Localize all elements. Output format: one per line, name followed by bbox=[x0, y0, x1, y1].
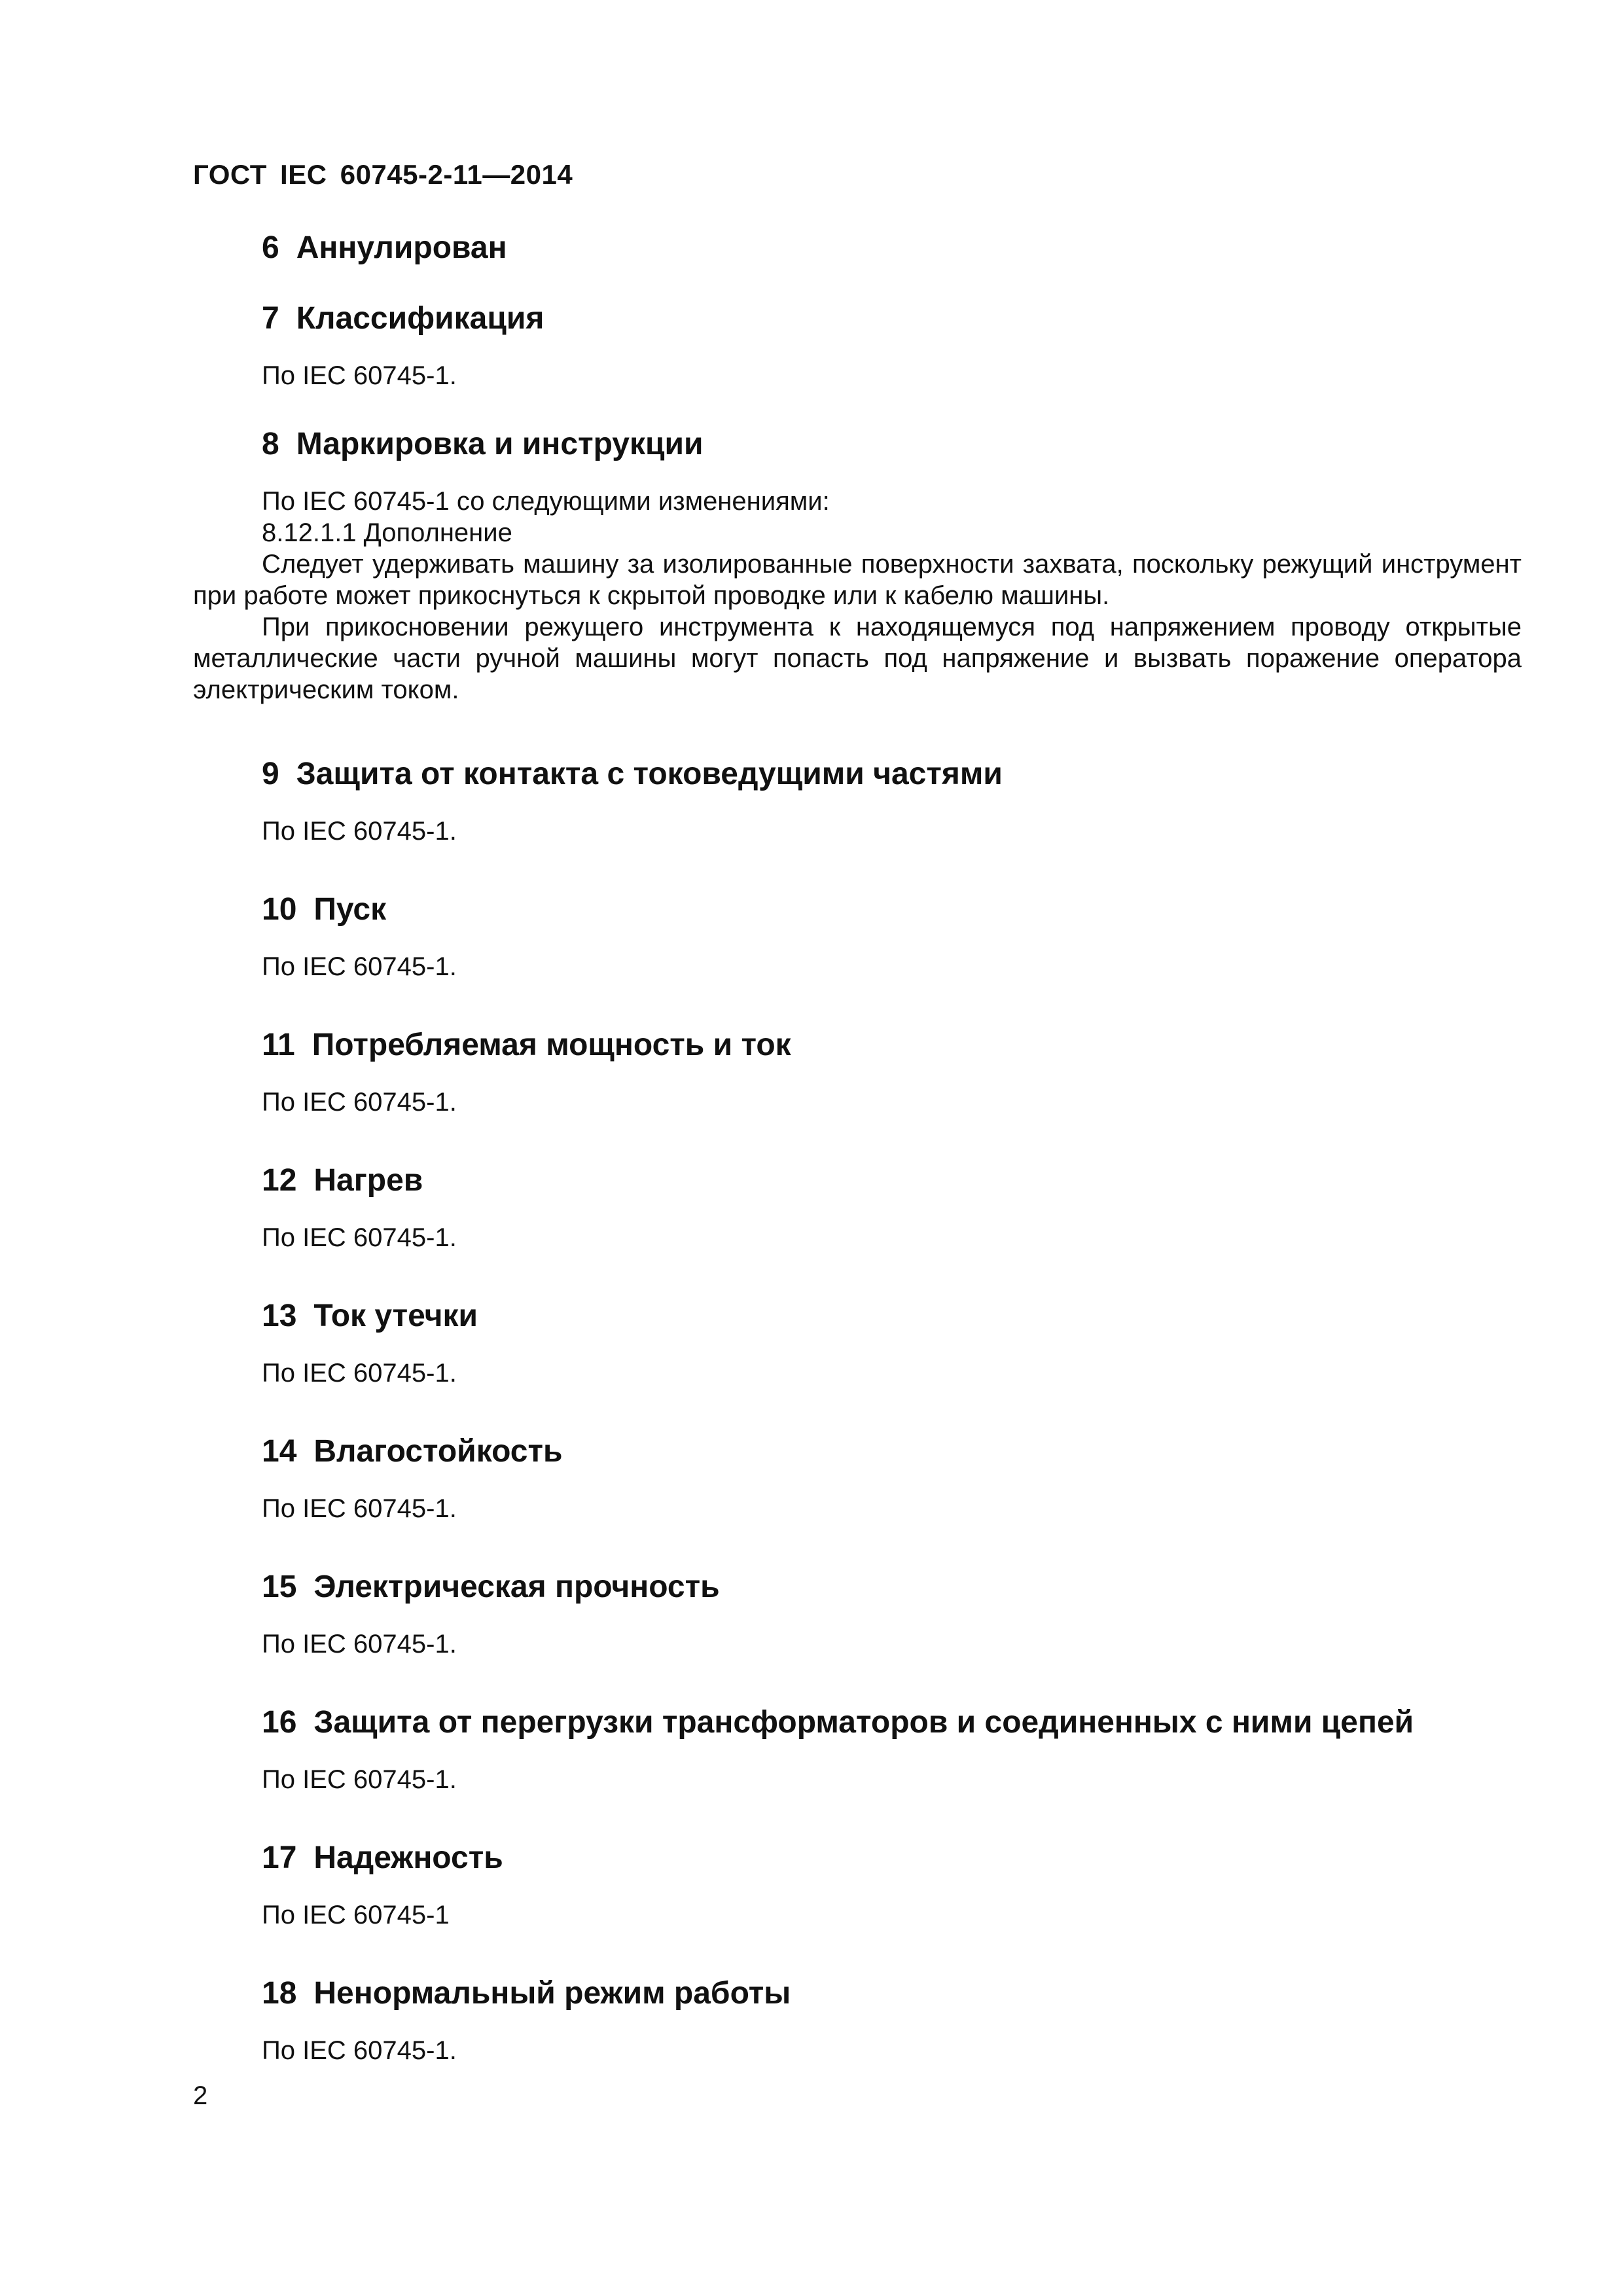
section-number: 12 bbox=[262, 1163, 297, 1198]
section-title: Защита от перегрузки трансформаторов и соединенных с ними цепей bbox=[313, 1705, 1414, 1740]
section-heading bbox=[262, 1291, 1522, 1342]
section-title: Защита от контакта с токоведущими частями bbox=[296, 757, 1003, 791]
section-title: Ток утечки bbox=[313, 1299, 478, 1333]
section-body bbox=[193, 1764, 1522, 1795]
section-heading bbox=[262, 884, 1522, 935]
paragraph: Следует удерживать машину за изолированные поверхности захвата, поскольку режущий инструмент при работе может прикоснуться к скрытой проводке или к кабелю машины. bbox=[193, 550, 1522, 610]
section-number: 13 bbox=[262, 1299, 297, 1333]
section-number: 17 bbox=[262, 1840, 297, 1875]
section-body bbox=[193, 1086, 1522, 1118]
section-7 bbox=[193, 293, 1522, 391]
section-number: 14 bbox=[262, 1434, 297, 1469]
section-number: 15 bbox=[262, 1570, 297, 1604]
section-heading bbox=[262, 1697, 1522, 1748]
section-number: 18 bbox=[262, 1976, 297, 2011]
paragraph: По IEC 60745-1 bbox=[262, 1901, 450, 1929]
section-body bbox=[193, 816, 1522, 847]
section-title: Ненормальный режим работы bbox=[313, 1976, 791, 2011]
section-heading bbox=[262, 223, 1522, 274]
section-title: Потребляемая мощность и ток bbox=[312, 1028, 791, 1062]
paragraph: По IEC 60745-1. bbox=[262, 361, 457, 390]
section-8 bbox=[193, 419, 1522, 706]
section-number: 10 bbox=[262, 892, 297, 927]
section-title: Надежность bbox=[313, 1840, 503, 1875]
section-heading bbox=[262, 1020, 1522, 1071]
section-body bbox=[193, 486, 1522, 706]
section-6 bbox=[193, 223, 1522, 274]
section-13 bbox=[193, 1291, 1522, 1389]
paragraph: По IEC 60745-1. bbox=[262, 1494, 457, 1523]
section-heading bbox=[262, 1562, 1522, 1613]
paragraph: 8.12.1.1 Дополнение bbox=[262, 518, 512, 547]
section-title: Пуск bbox=[313, 892, 387, 927]
section-title: Влагостойкость bbox=[313, 1434, 563, 1469]
section-body bbox=[193, 360, 1522, 391]
section-title: Электрическая прочность bbox=[313, 1570, 720, 1604]
paragraph: По IEC 60745-1. bbox=[262, 2036, 457, 2065]
section-number: 11 bbox=[262, 1028, 295, 1062]
paragraph: По IEC 60745-1. bbox=[262, 1765, 457, 1794]
document-body bbox=[193, 223, 1522, 2066]
section-15 bbox=[193, 1562, 1522, 1660]
section-body bbox=[193, 1628, 1522, 1660]
section-10 bbox=[193, 884, 1522, 982]
section-heading bbox=[262, 749, 1522, 800]
section-18 bbox=[193, 1968, 1522, 2066]
section-body bbox=[193, 1899, 1522, 1931]
section-body bbox=[193, 2035, 1522, 2066]
document-header: ГОСТ IEC 60745-2-11—2014 bbox=[193, 159, 573, 190]
section-heading bbox=[262, 1155, 1522, 1206]
section-16 bbox=[193, 1697, 1522, 1795]
section-14 bbox=[193, 1426, 1522, 1524]
section-17 bbox=[193, 1833, 1522, 1931]
section-number: 6 bbox=[262, 230, 279, 265]
paragraph: По IEC 60745-1 со следующими изменениями: bbox=[262, 487, 830, 516]
section-12 bbox=[193, 1155, 1522, 1253]
section-heading bbox=[262, 1968, 1522, 2019]
section-number: 8 bbox=[262, 427, 279, 461]
section-body bbox=[193, 1222, 1522, 1253]
paragraph: По IEC 60745-1. bbox=[262, 1630, 457, 1659]
section-title: Маркировка и инструкции bbox=[296, 427, 704, 461]
section-number: 16 bbox=[262, 1705, 297, 1740]
paragraph: При прикосновении режущего инструмента к находящемуся под напряжением проводу открытые металлические части ручной машины могут попасть под напряжение и вызвать поражение оператора электрическим током. bbox=[193, 613, 1522, 704]
paragraph: По IEC 60745-1. bbox=[262, 1223, 457, 1252]
section-number: 7 bbox=[262, 301, 279, 336]
section-11 bbox=[193, 1020, 1522, 1118]
section-heading bbox=[262, 293, 1522, 344]
section-heading bbox=[262, 1833, 1522, 1884]
page-number: 2 bbox=[193, 2081, 208, 2110]
section-title: Аннулирован bbox=[296, 230, 507, 265]
section-title: Нагрев bbox=[313, 1163, 423, 1198]
section-number: 9 bbox=[262, 757, 279, 791]
section-title: Классификация bbox=[296, 301, 544, 336]
paragraph: По IEC 60745-1. bbox=[262, 1359, 457, 1388]
section-body bbox=[193, 1493, 1522, 1524]
section-9 bbox=[193, 749, 1522, 847]
paragraph: По IEC 60745-1. bbox=[262, 817, 457, 846]
section-heading bbox=[262, 1426, 1522, 1477]
section-heading bbox=[262, 419, 1522, 470]
paragraph: По IEC 60745-1. bbox=[262, 952, 457, 981]
paragraph: По IEC 60745-1. bbox=[262, 1088, 457, 1117]
section-body bbox=[193, 951, 1522, 982]
section-body bbox=[193, 1357, 1522, 1389]
